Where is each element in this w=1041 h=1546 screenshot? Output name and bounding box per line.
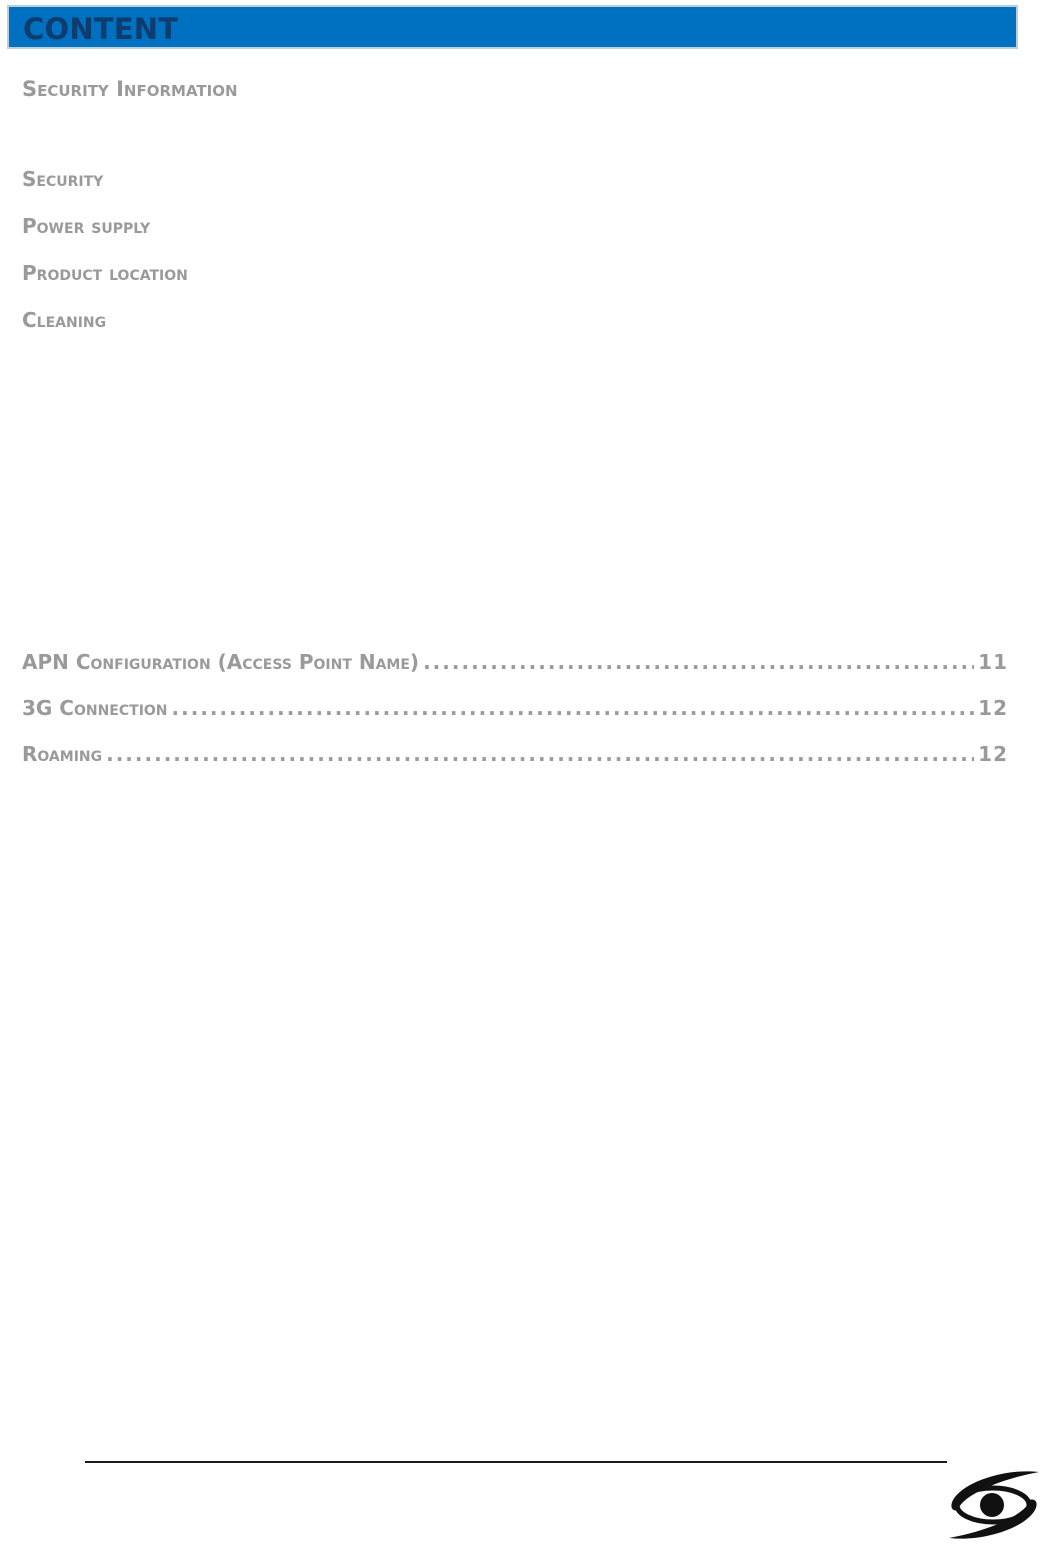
toc-item-power-supply[interactable]: Power supply (22, 214, 151, 238)
toc-entry-apn-configuration[interactable] (22, 647, 1008, 677)
toc-entry-page-number: 12 (978, 696, 1008, 720)
toc-section-heading: Security Information (22, 77, 238, 101)
toc-entry-label: Roaming (22, 742, 103, 766)
content-header-bar (7, 5, 1018, 49)
toc-entry-page-number: 11 (978, 650, 1008, 674)
toc-item-product-location[interactable]: Product location (22, 261, 188, 285)
eye-swirl-logo-icon (945, 1468, 1041, 1542)
toc-entry-3g-connection[interactable] (22, 693, 1008, 723)
footer-divider (85, 1461, 947, 1463)
toc-entry-label: APN Configuration (Access Point Name) (22, 650, 420, 674)
toc-item-cleaning[interactable]: Cleaning (22, 308, 107, 332)
toc-entry-page-number: 12 (978, 742, 1008, 766)
toc-dot-leader (106, 739, 974, 769)
toc-dot-leader (423, 647, 974, 677)
toc-item-security[interactable]: Security (22, 167, 104, 191)
page-title: CONTENT (23, 12, 179, 46)
toc-entry-roaming[interactable] (22, 739, 1008, 769)
toc-entry-label: 3G Connection (22, 696, 168, 720)
toc-dot-leader (172, 693, 975, 723)
